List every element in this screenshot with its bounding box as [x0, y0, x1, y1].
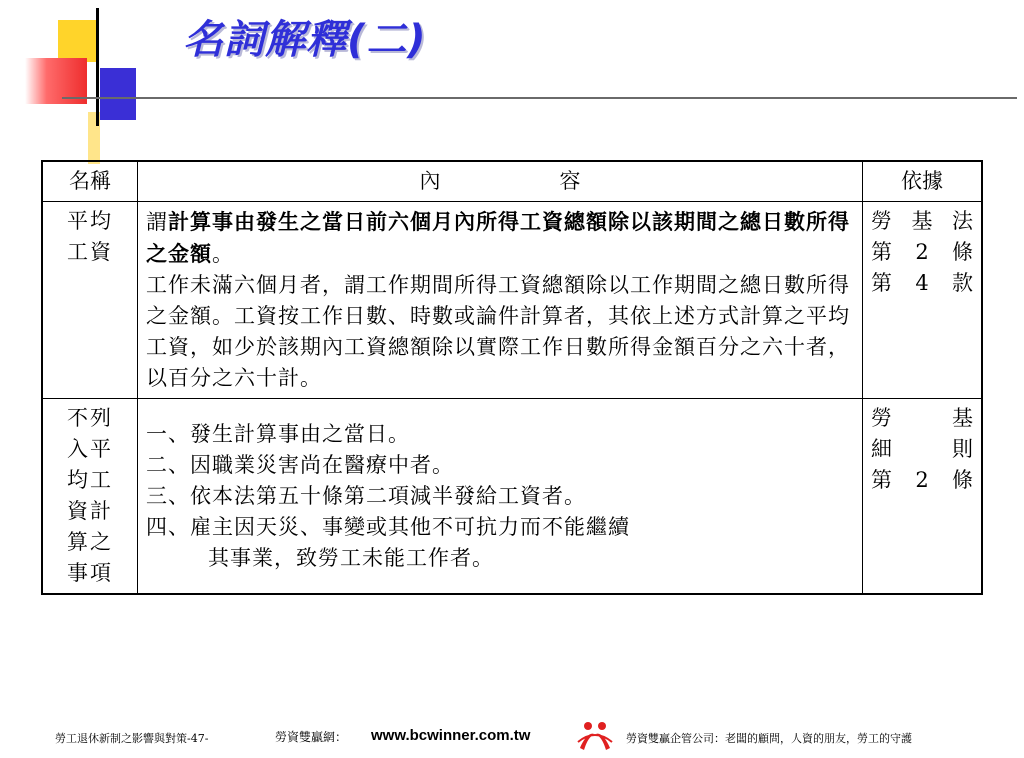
definition-detail: 工作未滿六個月者，謂工作期間所得工資總額除以工作期間之總日數所得之金額。工資按工作日數、時數或論件計算者，其依上述方式計算之平均工資，如少於該期內工資總額除以實際工作日數所得金額百分之六十者，以百分之六十計。: [146, 273, 850, 390]
list-item: 二、因職業災害尚在醫療中者。: [146, 452, 454, 477]
decor-yellow-square: [58, 20, 98, 62]
definitions-table: [41, 160, 983, 595]
table-row: [42, 202, 982, 399]
title-underline: [62, 97, 1017, 99]
list-item: 三、依本法第五十條第二項減半發給工資者。: [146, 483, 586, 508]
term-excluded-items: 不列 入平 均工 資計 算之 事項: [42, 399, 138, 595]
term-average-wage: 平均 工資: [42, 202, 138, 399]
basis-excluded-items: 勞 基 細 則 第 2 條: [863, 399, 983, 595]
company-logo-icon: [574, 720, 616, 752]
decor-vertical-line: [96, 8, 99, 126]
header-content: 內 容: [138, 161, 863, 202]
list-item: 四、雇主因天災、事變或其他不可抗力而不能繼續: [146, 514, 630, 539]
basis-average-wage: 勞 基 法 第 2 條 第 4 款: [863, 202, 983, 399]
list-item-continuation: 其事業，致勞工未能工作者。: [208, 545, 494, 570]
definition-average-wage: [138, 202, 863, 399]
table-row: [42, 399, 982, 595]
slide-title: 名詞解釋(二): [183, 17, 427, 63]
footer-page-label: 勞工退休新制之影響與對策-47-: [55, 732, 209, 745]
header-basis: 依據: [863, 161, 983, 202]
footer-site-label: 勞資雙贏網：: [275, 730, 348, 744]
definition-main: 謂計算事由發生之當日前六個月內所得工資總額除以該期間之總日數所得之金額。: [146, 209, 850, 266]
header-name: 名稱: [42, 161, 138, 202]
decor-blue-square: [100, 68, 136, 120]
footer-url-link[interactable]: www.bcwinner.com.tw: [371, 727, 531, 744]
definition-excluded-items: [138, 399, 863, 595]
footer-slogan: 勞資雙贏企管公司：老闆的顧問，人資的朋友，勞工的守護: [626, 732, 912, 745]
footer: [0, 722, 1024, 752]
list-item: 一、發生計算事由之當日。: [146, 421, 410, 446]
table-header-row: [42, 161, 982, 202]
